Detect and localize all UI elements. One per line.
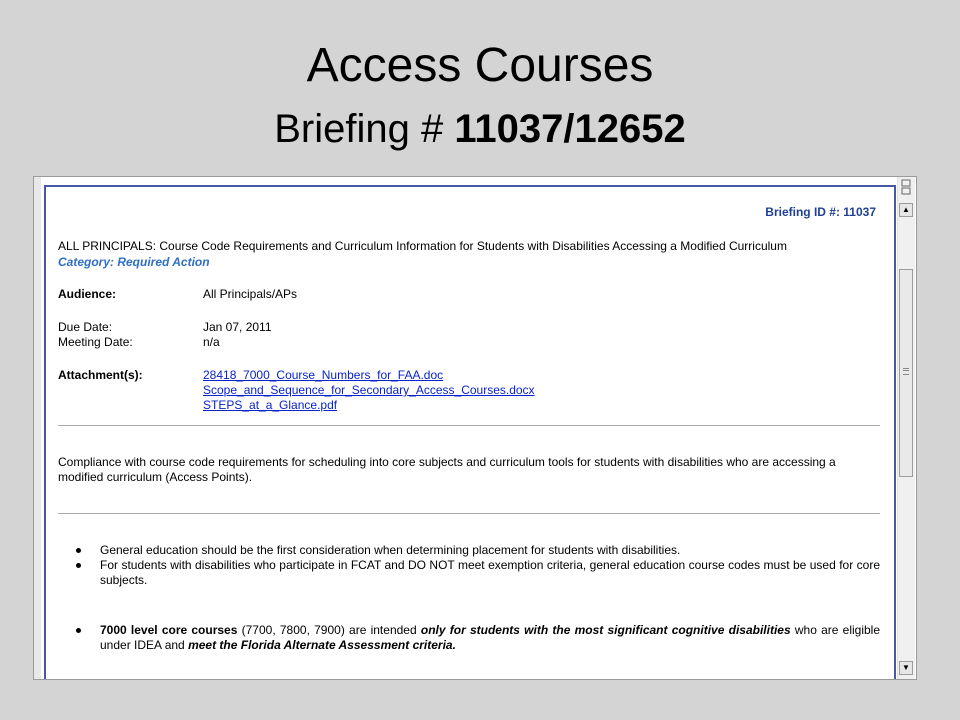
bullet-text: General education should be the first consideration when determining placement for students with disabilities. [100,543,681,557]
page-icon[interactable] [899,179,913,197]
due-date-value: Jan 07, 2011 [203,320,272,334]
bullet-dot [76,563,81,568]
briefing-headline: ALL PRINCIPALS: Course Code Requirements and Curriculum Information for Students with Disabilities Accessing a Modified Curriculum [58,239,787,253]
scroll-thumb[interactable] [899,269,913,477]
divider [58,513,880,514]
subtitle-prefix: Briefing # [274,107,455,151]
attachments-label: Attachment(s): [58,368,143,382]
list-item [76,623,880,653]
briefing-number: 11037/12652 [454,107,686,151]
bullet-bold-lead: 7000 level core courses [100,623,238,637]
attachment-link[interactable]: Scope_and_Sequence_for_Secondary_Access_Courses.docx [203,383,535,397]
vertical-scrollbar[interactable] [897,177,915,679]
bullet-list [76,623,880,653]
attachment-link[interactable]: STEPS_at_a_Glance.pdf [203,398,338,412]
bullet-emphasis: only for students with the most significant cognitive disabilities [420,623,791,637]
page-icon-svg [900,179,912,195]
divider [58,425,880,426]
bullet-dot [76,628,81,633]
audience-label: Audience: [58,287,117,301]
briefing-frame [44,185,896,680]
bullet-text: For students with disabilities who participate in FCAT and DO NOT meet exemption criteria, general education course codes must be used for core subjects. [100,558,880,587]
bullet-text: (7700, 7800, 7900) are intended [237,623,421,637]
briefing-category: Category: Required Action [58,255,210,269]
window-edge [34,177,41,679]
briefing-id: Briefing ID #: 11037 [765,205,876,219]
list-item [76,558,880,588]
bullet-dot [76,548,81,553]
briefing-summary: Compliance with course code requirements for scheduling into core subjects and curriculum tools for students with disabilities who are accessing a modified curriculum (Access Points). [58,455,836,484]
due-date-label: Due Date: [58,320,113,334]
grip-icon [903,368,909,375]
bullet-emphasis: meet the Florida Alternate Assessment criteria. [188,638,456,652]
briefing-window [33,176,917,680]
scroll-up-button[interactable]: ▲ [899,203,913,217]
list-item [76,543,880,558]
slide-subtitle [0,105,960,153]
meeting-date-label: Meeting Date: [58,335,133,349]
slide-title: Access Courses [306,39,654,92]
bullet-list [76,543,880,588]
attachment-link[interactable]: 28418_7000_Course_Numbers_for_FAA.doc [203,368,444,382]
bullet-text: who are eligible under IDEA and [100,623,881,652]
audience-value: All Principals/APs [203,287,298,301]
scroll-down-button[interactable]: ▼ [899,661,913,675]
meeting-date-value: n/a [203,335,220,349]
